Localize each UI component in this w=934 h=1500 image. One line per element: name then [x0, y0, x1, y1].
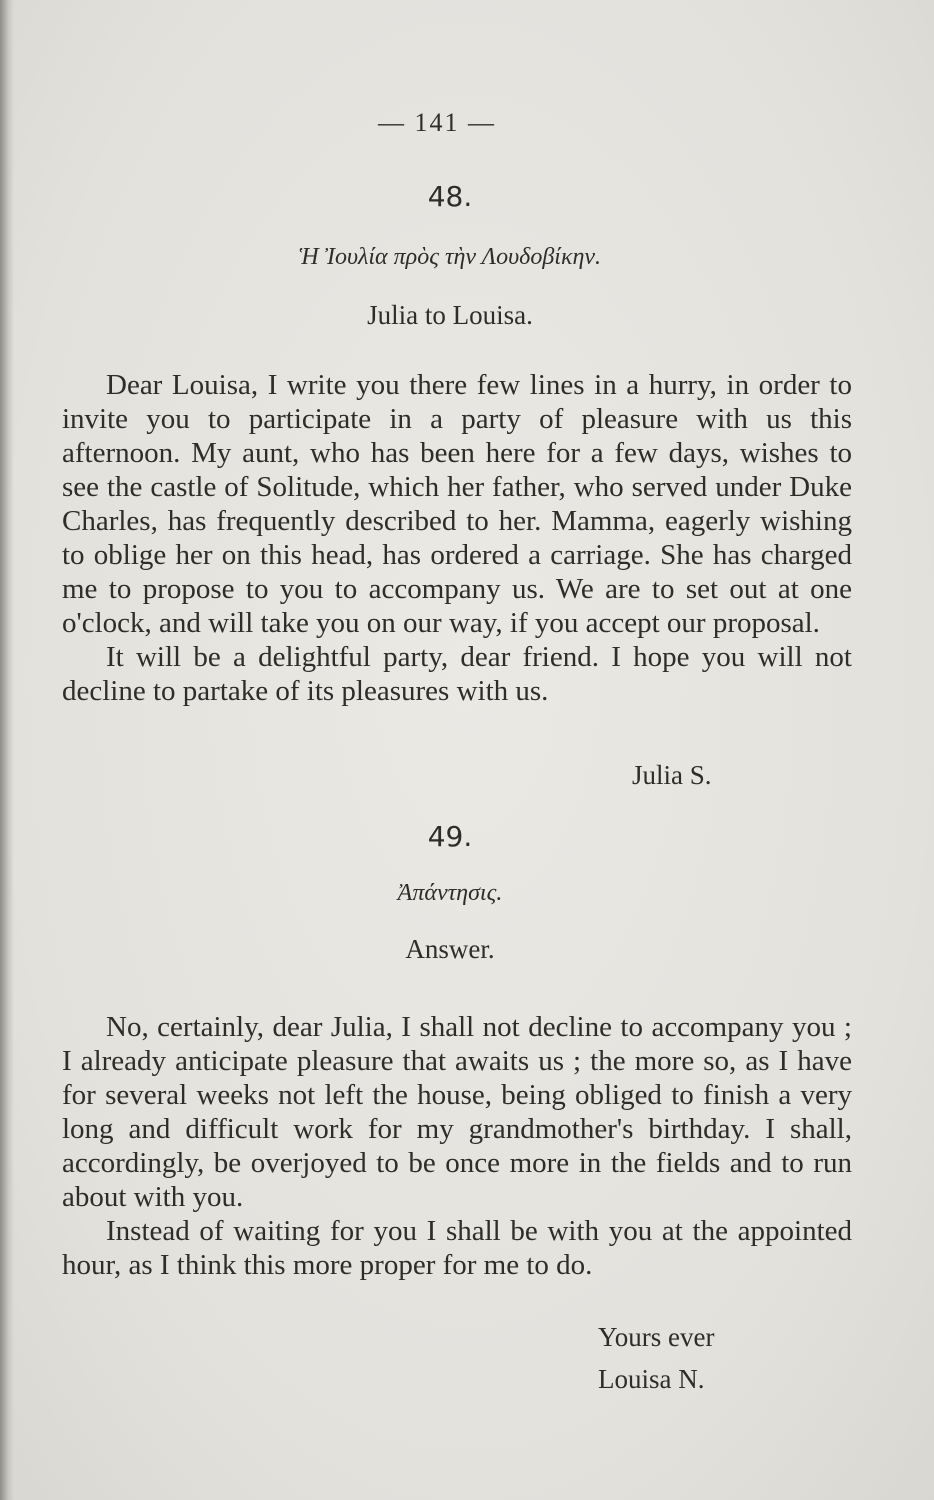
page-edge-shadow — [0, 0, 14, 1500]
letter-49-number: 49. — [427, 820, 473, 853]
letter-49-body — [62, 1010, 852, 1282]
letter-49-closing: Yours ever — [598, 1322, 715, 1352]
letter-48-title: Julia to Louisa. — [367, 300, 533, 330]
letter-49-signature: Louisa N. — [598, 1364, 705, 1394]
letter-48-body — [62, 368, 852, 708]
letter-49-paragraph-2: Instead of waiting for you I shall be with you at the appointed hour, as I think this more proper for me to do. — [62, 1215, 852, 1281]
letter-48-paragraph-2: It will be a delightful party, dear friend. I hope you will not decline to partake of its pleasures with us. — [62, 641, 852, 707]
letter-48-paragraph-1: Dear Louisa, I write you there few lines in a hurry, in order to invite you to participate in a party of pleasure with us this afternoon. My aunt, who has been here for a few days, wishes to see the castle of Solitude, which her father, who served under Duke Charles, has frequently described to her. Mamma, eagerly wishing to oblige her on this head, has ordered a carriage. She has charged me to propose to you to accompany us. We are to set out at one o'clock, and will take you on our way, if you accept our proposal. — [62, 369, 852, 639]
page-number: — 141 — — [378, 108, 496, 137]
letter-49-title: Answer. — [405, 934, 495, 964]
letter-48-signature: Julia S. — [632, 760, 712, 790]
letter-49-paragraph-1: No, certainly, dear Julia, I shall not decline to accompany you ; I already anticipate pleasure that awaits us ; the more so, as I have for several weeks not left the house, being obliged to finish a very long and difficult work for my grandmother's birthday. I shall, accordingly, be overjoyed to be once more in the fields and to run about with you. — [62, 1011, 852, 1213]
letter-49-greek-title: Ἀπάντησις. — [397, 880, 503, 906]
letter-48-greek-title: Ἡ Ἰουλία πρὸς τὴν Λουδοβίκην. — [298, 244, 602, 270]
letter-48-number: 48. — [427, 180, 473, 213]
